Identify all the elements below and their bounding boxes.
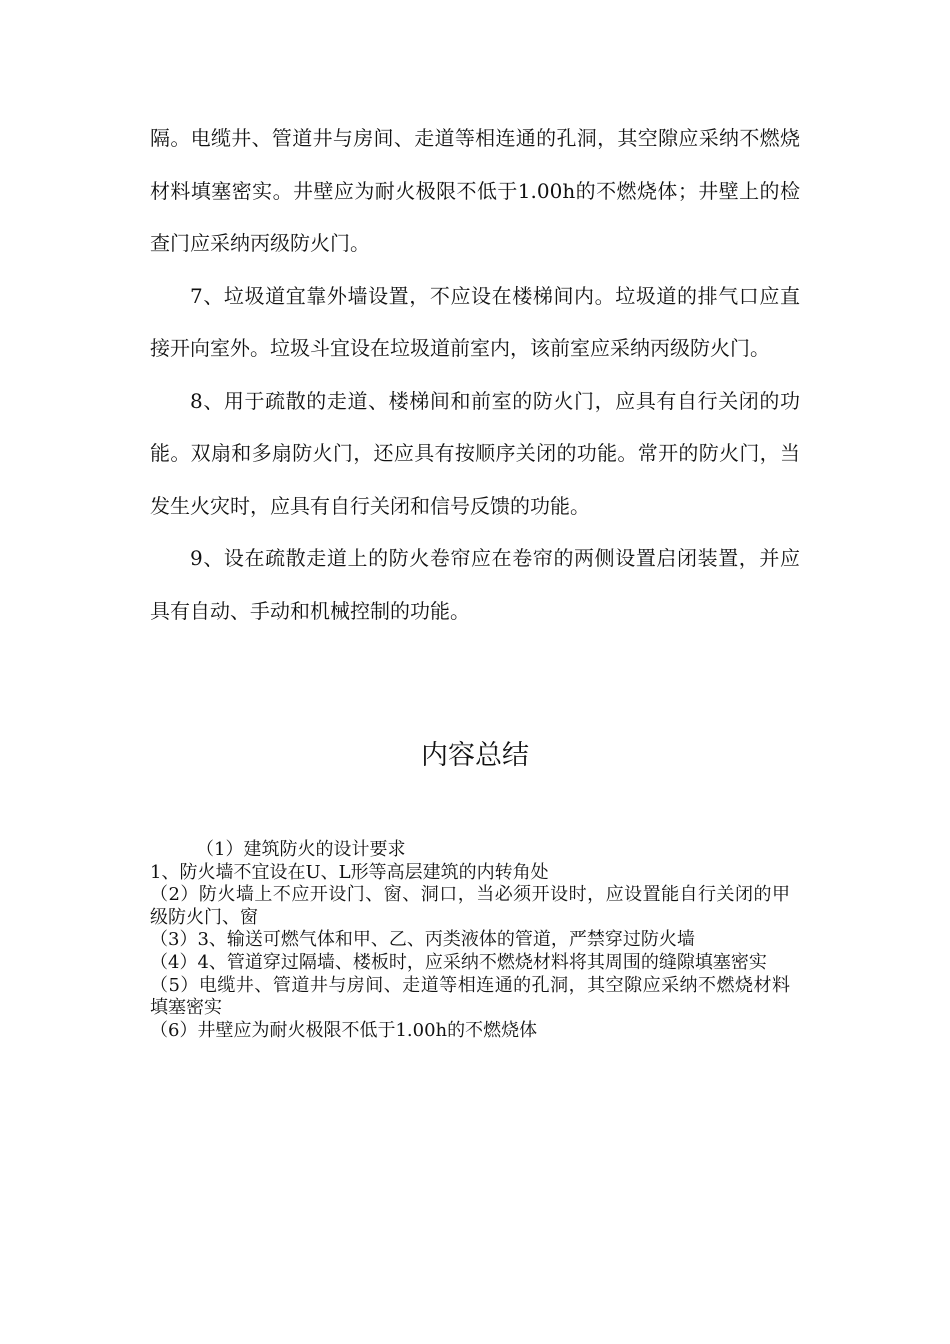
summary-item: （5）电缆井、管道井与房间、走道等相连通的孔洞，其空隙应采纳不燃烧材料填塞密实 (150, 974, 790, 1019)
summary-item: （4）4、管道穿过隔墙、楼板时，应采纳不燃烧材料将其周围的缝隙填塞密实 (150, 951, 767, 973)
paragraph: 隔。电缆井、管道井与房间、走道等相连通的孔洞，其空隙应采纳不燃烧材料填塞密实。井壁应为耐火极限不低于1.00h的不燃烧体；井壁上的检查门应采纳丙级防火门。 (150, 126, 800, 255)
paragraph: 7、垃圾道宜靠外墙设置，不应设在楼梯间内。垃圾道的排气口应直接开向室外。垃圾斗宜设在垃圾道前室内，该前室应采纳丙级防火门。 (150, 283, 800, 360)
summary-list (150, 839, 790, 1042)
paragraph: 8、用于疏散的走道、楼梯间和前室的防火门，应具有自行关闭的功能。双扇和多扇防火门，还应具有按顺序关闭的功能。常开的防火门，当发生火灾时，应具有自行关闭和信号反馈的功能。 (150, 388, 800, 518)
summary-title: 内容总结 (421, 740, 529, 771)
summary-item: （1）建筑防火的设计要求 (196, 839, 406, 860)
summary-item: 1、防火墙不宜设在U、L形等高层建筑的内转角处 (150, 861, 549, 883)
body-text (150, 112, 800, 637)
summary-item: （3）3、输送可燃气体和甲、乙、丙类液体的管道，严禁穿过防火墙 (150, 929, 695, 951)
summary-item: （2）防火墙上不应开设门、窗、洞口，当必须开设时，应设置能自行关闭的甲级防火门、窗 (150, 884, 790, 928)
paragraph: 9、设在疏散走道上的防火卷帘应在卷帘的两侧设置启闭装置，并应具有自动、手动和机械控制的功能。 (150, 546, 800, 623)
summary-item: （6）井壁应为耐火极限不低于1.00h的不燃烧体 (150, 1019, 538, 1041)
